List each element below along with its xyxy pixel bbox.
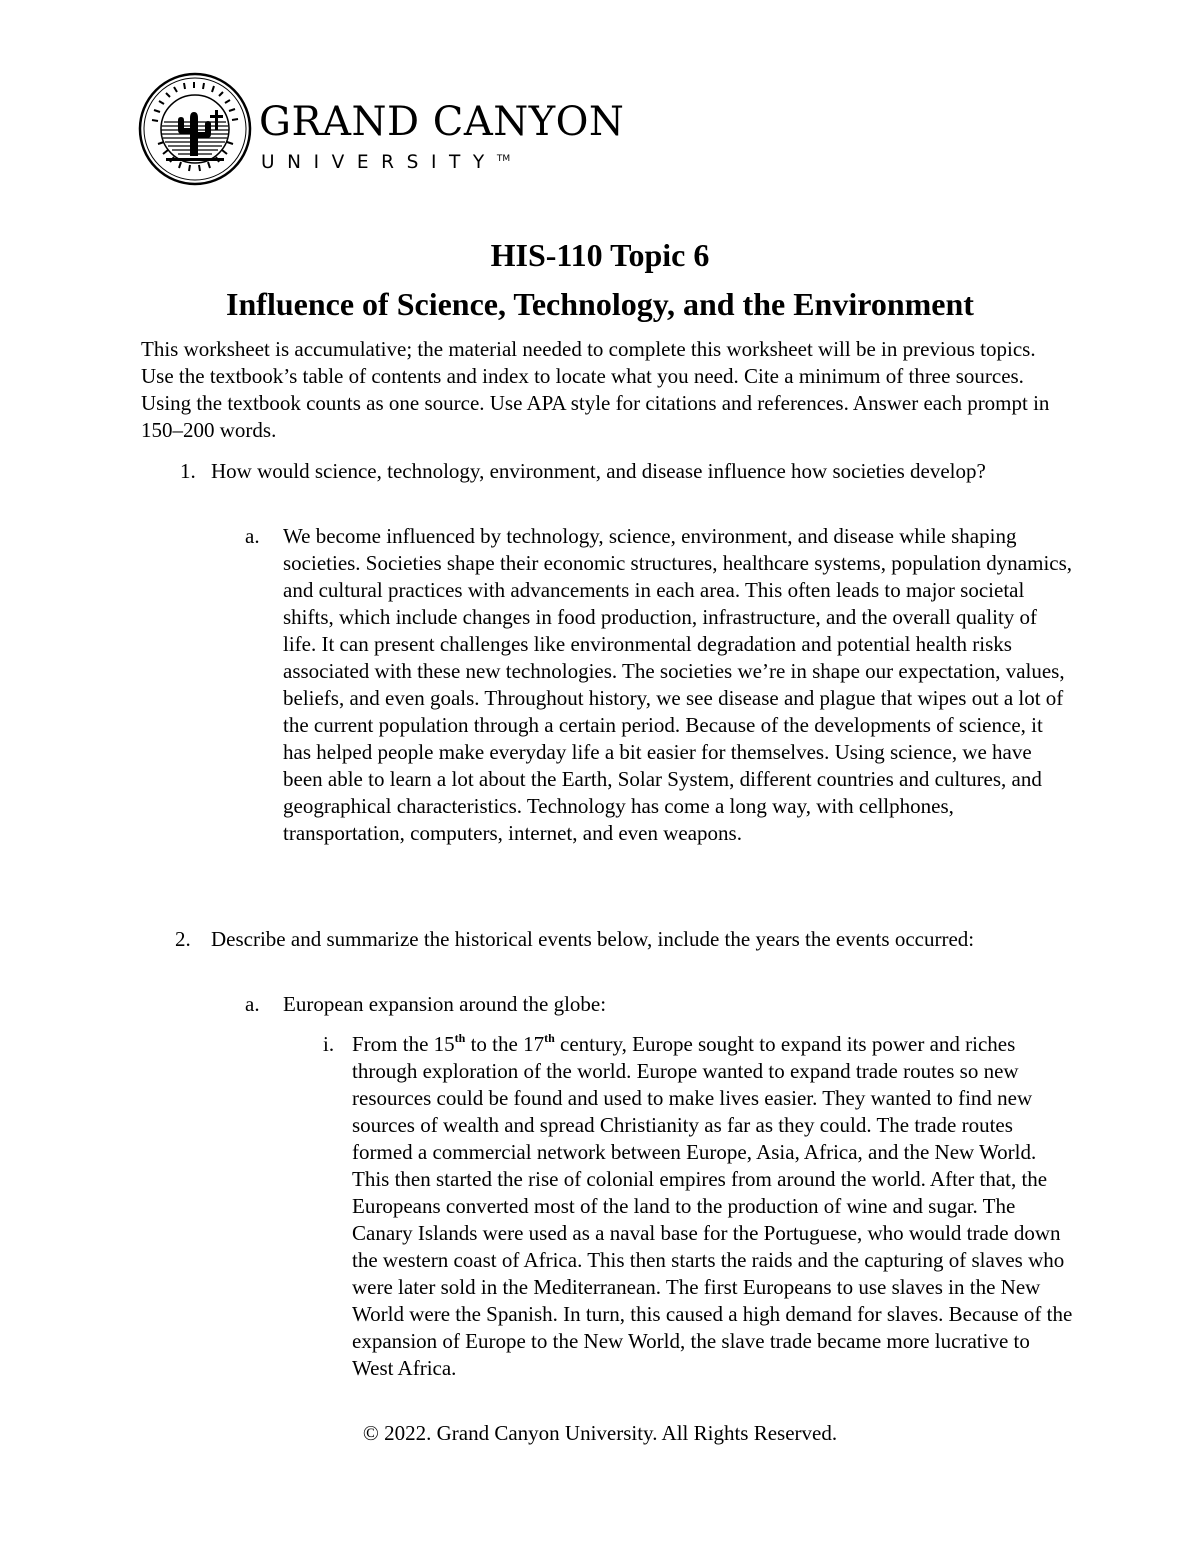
ordinal-superscript: th [454, 1031, 466, 1045]
university-seal-icon [138, 72, 252, 186]
question-prompt: How would science, technology, environment, and disease influence how societies develop? [211, 459, 986, 483]
university-logo [138, 72, 658, 192]
logo-wordmark-university [261, 154, 510, 173]
subitem-answer-text [352, 1031, 1074, 1382]
subtopic-heading: European expansion around the globe: [283, 992, 607, 1016]
logo-wordmark-grand-canyon: GRAND CANYON [259, 99, 625, 145]
ordinal-superscript: th [544, 1031, 555, 1045]
question-number: 1. [180, 459, 196, 483]
answer-text-mid: to the 17 [465, 1032, 545, 1056]
answer-text-start: From the 15 [352, 1032, 455, 1056]
answer-letter: a. [245, 524, 260, 548]
answer-letter: a. [245, 992, 260, 1016]
trademark-mark: TM [496, 153, 511, 164]
intro-paragraph: This worksheet is accumulative; the material needed to complete this worksheet will be in previous topics. Use the textbook’s table of contents and index to locate what you need. Cite a minimum of three sources. Using the textbook counts as one source. Use APA style for citations and references. Answer each prompt in 150–200 words. [141, 337, 1050, 442]
logo-university-text: UNIVERSITY [261, 152, 497, 173]
copyright-footer: © 2022. Grand Canyon University. All Rights Reserved. [362, 1421, 838, 1445]
subitem-numeral: i. [323, 1032, 335, 1056]
answer-text-rest: century, Europe sought to expand its power and riches through exploration of the world. Europe wanted to expand trade routes so new resources could be found and used to make lives easier. They wanted to find new sources of wealth and spread Christianity as far as they could. The trade routes formed a commercial network between Europe, Asia, Africa, and the New World. This then started the rise of colonial empires from around the world. After that, the Europeans converted most of the land to the production of wine and sugar. The Canary Islands were used as a naval base for the Portuguese, who would trade down the western coast of Africa. This then starts the raids and the capturing of slaves who were later sold in the Mediterranean. The first Europeans to use slaves in the New World were the Spanish. In turn, this caused a high demand for slaves. Because of the expansion of Europe to the New World, the slave trade became more lucrative to West Africa. [352, 1032, 1073, 1380]
answer-text: We become influenced by technology, science, environment, and disease while shaping societies. Societies shape their economic structures, healthcare systems, population dynamics, and cultural practices with advancements in each area. This often leads to major societal shifts, which include changes in food production, infrastructure, and the overall quality of life. It can present challenges like environmental degradation and potential health risks associated with these new technologies. The societies we’re in shape our expectation, values, beliefs, and even goals. Throughout history, we see disease and plague that wipes out a lot of the current population through a certain period. Because of the developments of science, it has helped people make everyday life a bit easier for themselves. Using science, we have been able to learn a lot about the Earth, Solar System, different countries and cultures, and geographical characteristics. Technology has come a long way, with cellphones, transportation, computers, internet, and even weapons. [283, 524, 1073, 845]
topic-title: Influence of Science, Technology, and the Environment [226, 286, 974, 322]
question-number: 2. [175, 927, 191, 951]
course-title: HIS-110 Topic 6 [490, 237, 710, 273]
question-prompt: Describe and summarize the historical events below, include the years the events occurred: [211, 927, 975, 951]
